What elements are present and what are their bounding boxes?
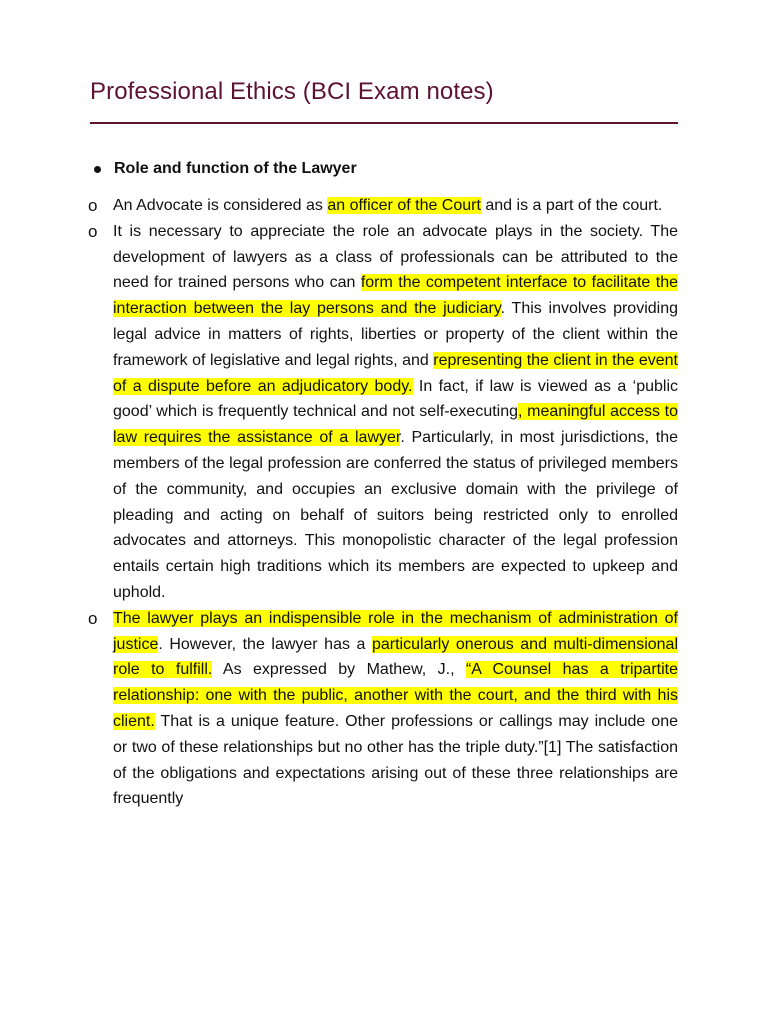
text-run: . Particularly, in most jurisdictions, the members of the legal profession are conferred the status of privileged members of the community, and occupies an exclusive domain with the privilege of pleading and acting on behalf of suitors being restricted only to enrolled advocates and attorneys. This monopolistic character of the legal profession entails certain high traditions which its members are expected to upkeep and uphold.: [113, 429, 678, 601]
highlighted-text: form the competent interface to facilitate the interaction between the lay persons and the judiciary: [113, 274, 678, 318]
text-run: As expressed by Mathew, J.,: [212, 661, 466, 679]
text-run: . This involves providing legal advice in matters of rights, liberties or property of the client within the framework of legislative and legal rights, and: [113, 300, 679, 369]
text-run: In fact, if law is viewed as a ‘public good’ which is frequently technical and not self-executing: [113, 377, 679, 421]
highlighted-text: The lawyer plays an indispensible role in the mechanism of administration of justice: [113, 609, 678, 653]
text-run: It is necessary to appreciate the role an advocate plays in the society. The development of lawyers as a class of professionals can be attributed to the need for trained persons who can: [113, 222, 678, 292]
title-divider: [90, 122, 678, 124]
text-run: That is a unique feature. Other professions or callings may include one or two of these relationships but no other has the triple duty.”[1] The satisfaction of the obligations and expectations arising out of these three relationships are frequently: [113, 712, 678, 808]
highlighted-text: particularly onerous and multi-dimensional role to fulfill.: [113, 635, 679, 679]
highlighted-text: , meaningful access to law requires the assistance of a lawyer: [113, 403, 679, 447]
list-item: [88, 193, 678, 219]
list-item: [88, 606, 678, 812]
paragraph-text: [113, 219, 678, 606]
text-run: and is a part of the court.: [480, 197, 663, 214]
section-heading: [90, 160, 357, 178]
item-list: [88, 193, 678, 812]
text-run: An Advocate is considered as: [113, 197, 328, 214]
highlighted-text: an officer of the Court: [327, 197, 481, 214]
section-heading-text: Role and function of the Lawyer: [114, 160, 357, 177]
document-title: Professional Ethics (BCI Exam notes): [90, 78, 494, 105]
bullet-icon: [94, 166, 101, 173]
list-marker: o: [88, 221, 98, 241]
list-marker: o: [88, 608, 98, 628]
list-marker: o: [88, 196, 98, 215]
paragraph-text: [113, 193, 678, 219]
paragraph-text: [113, 606, 678, 812]
highlighted-text: “A Counsel has a tripartite relationship: one with the public, another with the court, and the third with his client.: [113, 661, 679, 730]
highlighted-text: representing the client in the event of a dispute before an adjudicatory body.: [113, 351, 678, 395]
text-run: . However, the lawyer has a: [158, 635, 372, 653]
list-item: [88, 219, 678, 606]
